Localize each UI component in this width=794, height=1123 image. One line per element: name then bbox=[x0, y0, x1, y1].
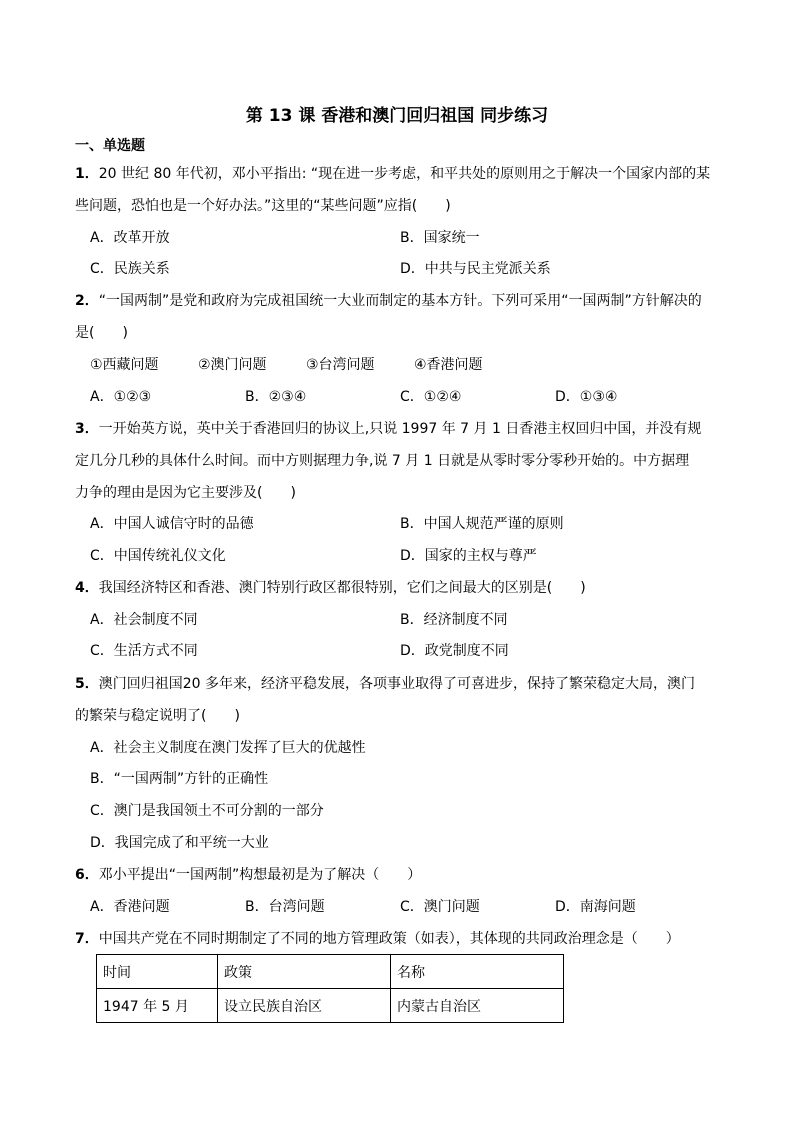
q5-option-a[interactable]: A．社会主义制度在澳门发挥了巨大的优越性 bbox=[90, 740, 366, 756]
table-row bbox=[97, 989, 564, 1023]
table-cell: 设立民族自治区 bbox=[218, 989, 391, 1023]
q3-option-b[interactable]: B．中国人规范严谨的原则 bbox=[400, 516, 564, 532]
q7-text-1: 中国共产党在不同时期制定了不同的地方管理政策（如表），其体现的共同政治理念是（ ） bbox=[98, 931, 680, 947]
q3-number: 3． bbox=[75, 421, 99, 437]
q1-text-1: 20 世纪 80 年代初，邓小平指出: “现在进一步考虑，和平共处的原则用之于解决一个国家内部的某 bbox=[98, 166, 711, 182]
q6-text-1: 邓小平提出“一国两制”构想最初是为了解决（ ） bbox=[98, 867, 422, 883]
q1-option-a[interactable]: A．改革开放 bbox=[90, 230, 170, 246]
q5-option-c[interactable]: C．澳门是我国领土不可分割的一部分 bbox=[90, 803, 324, 819]
q1-option-d[interactable]: D．中共与民主党派关系 bbox=[400, 261, 551, 277]
q2-option-c[interactable]: C．①②④ bbox=[400, 389, 462, 405]
q3-line1 bbox=[75, 418, 725, 440]
q4-option-d[interactable]: D．政党制度不同 bbox=[400, 643, 509, 659]
q5-option-b[interactable]: B．“一国两制”方针的正确性 bbox=[90, 771, 269, 787]
table-header-cell: 名称 bbox=[391, 955, 564, 989]
q7-table bbox=[96, 954, 564, 1023]
q5-text-1: 澳门回归祖国20 多年来，经济平稳发展，各项事业取得了可喜进步，保持了繁荣稳定大局，澳门 bbox=[98, 676, 696, 692]
q5-line1 bbox=[75, 673, 725, 695]
q1-line2: 些问题，恐怕也是一个好办法。”这里的“某些问题”应指( ) bbox=[75, 198, 451, 214]
q2-option-d[interactable]: D．①③④ bbox=[555, 389, 618, 405]
q4-option-c[interactable]: C．生活方式不同 bbox=[90, 643, 198, 659]
q3-line3: 力争的理由是因为它主要涉及( ) bbox=[75, 485, 296, 501]
q4-option-b[interactable]: B．经济制度不同 bbox=[400, 612, 508, 628]
q6-line1 bbox=[75, 864, 725, 886]
q5-line2: 的繁荣与稳定说明了( ) bbox=[75, 708, 240, 724]
q5-number: 5． bbox=[75, 676, 99, 692]
table-header-cell: 时间 bbox=[97, 955, 218, 989]
table-cell: 1947 年 5 月 bbox=[97, 989, 218, 1023]
q2-text-1: “一国两制”是党和政府为完成祖国统一大业而制定的基本方针。下列可采用“一国两制”方针解决的 bbox=[98, 293, 702, 309]
q6-option-c[interactable]: C．澳门问题 bbox=[400, 899, 480, 915]
q2-number: 2． bbox=[75, 293, 99, 309]
q3-option-d[interactable]: D．国家的主权与尊严 bbox=[400, 548, 537, 564]
q2-item-1: ①西藏问题 bbox=[90, 357, 159, 373]
q6-option-d[interactable]: D．南海问题 bbox=[555, 899, 636, 915]
section-heading: 一、单选题 bbox=[75, 138, 145, 154]
q2-line2: 是( ) bbox=[75, 325, 128, 341]
page-title: 第 13 课 香港和澳门回归祖国 同步练习 bbox=[245, 106, 549, 126]
q3-option-a[interactable]: A．中国人诚信守时的品德 bbox=[90, 516, 254, 532]
q5-option-d[interactable]: D．我国完成了和平统一大业 bbox=[90, 835, 269, 851]
q7-line1 bbox=[75, 928, 725, 950]
q6-number: 6． bbox=[75, 867, 99, 883]
q4-number: 4． bbox=[75, 580, 99, 596]
table-cell: 内蒙古自治区 bbox=[391, 989, 564, 1023]
table-header-cell: 政策 bbox=[218, 955, 391, 989]
q1-option-c[interactable]: C．民族关系 bbox=[90, 261, 170, 277]
q4-option-a[interactable]: A．社会制度不同 bbox=[90, 612, 198, 628]
q4-text-1: 我国经济特区和香港、澳门特别行政区都很特别，它们之间最大的区别是( ) bbox=[98, 580, 586, 596]
q2-option-a[interactable]: A．①②③ bbox=[90, 389, 152, 405]
q6-option-a[interactable]: A．香港问题 bbox=[90, 899, 170, 915]
q1-option-b[interactable]: B．国家统一 bbox=[400, 230, 480, 246]
q3-text-1: 一开始英方说，英中关于香港回归的协议上,只说 1997 年 7 月 1 日香港主权回归中国，并没有规 bbox=[98, 421, 702, 437]
q1-line1 bbox=[75, 163, 725, 185]
q3-option-c[interactable]: C．中国传统礼仪文化 bbox=[90, 548, 226, 564]
q6-option-b[interactable]: B．台湾问题 bbox=[245, 899, 325, 915]
q2-item-2: ②澳门问题 bbox=[198, 357, 267, 373]
q2-line1 bbox=[75, 290, 725, 312]
q2-item-3: ③台湾问题 bbox=[306, 357, 375, 373]
q3-line2: 定几分几秒的具体什么时间。而中方则据理力争,说 7 月 1 日就是从零时零分零秒开始的。中方据理 bbox=[75, 453, 690, 469]
q1-number: 1． bbox=[75, 166, 99, 182]
q2-option-b[interactable]: B．②③④ bbox=[245, 389, 307, 405]
q4-line1 bbox=[75, 577, 725, 599]
q2-item-4: ④香港问题 bbox=[414, 357, 483, 373]
q7-number: 7． bbox=[75, 931, 99, 947]
table-header-row bbox=[97, 955, 564, 989]
